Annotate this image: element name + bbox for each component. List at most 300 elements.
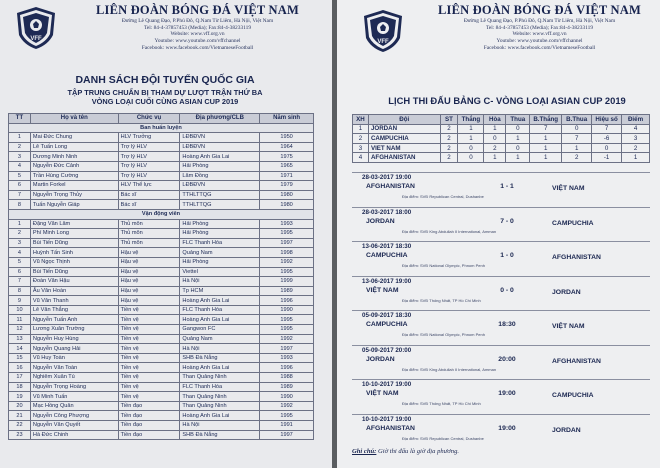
home-team: JORDAN (366, 217, 395, 225)
person-club: SHB Đà Nẵng (180, 430, 260, 440)
row-number: 19 (9, 392, 31, 402)
match-score: 18:30 (498, 321, 516, 328)
squad-row (9, 229, 314, 239)
squad-row (9, 392, 314, 402)
person-name: Nguyễn Huy Hùng (30, 334, 118, 344)
standings-table (352, 114, 650, 163)
match-venue: Địa điểm: SVĐ Republican Central, Dushanbe (402, 194, 484, 199)
birth-year: 1975 (260, 152, 314, 162)
away-team: CAMPUCHIA (552, 392, 594, 399)
match-item (352, 414, 650, 444)
note-text: Giờ thi đấu là giờ địa phương. (378, 448, 460, 455)
away-team: AFGHANISTAN (552, 254, 601, 261)
standings-header-row (353, 115, 650, 125)
squad-row (9, 411, 314, 421)
standings-cell: 1 (484, 124, 506, 134)
standings-cell: 3 (622, 134, 650, 144)
standings-cell: 2 (440, 143, 458, 153)
match-score: 1 - 1 (500, 183, 514, 190)
person-name: Mai Đức Chung (30, 133, 118, 143)
match-item (352, 345, 650, 375)
section-row (9, 123, 314, 133)
person-name: Đoàn Văn Hậu (30, 277, 118, 287)
person-role: Tiền đạo (118, 430, 180, 440)
squad-row (9, 363, 314, 373)
row-number: 18 (9, 382, 31, 392)
squad-row (9, 353, 314, 363)
person-club: Hà Nội (180, 344, 260, 354)
person-role: Trợ lý HLV (118, 161, 180, 171)
squad-subtitle-1: TẬP TRUNG CHUẨN BỊ THAM DỰ LƯỢT TRẬN THỨ BA (67, 88, 263, 97)
squad-row (9, 296, 314, 306)
squad-row (9, 421, 314, 431)
col-tt: TT (9, 114, 31, 124)
standings-cell: 1 (506, 134, 530, 144)
person-club: Hoàng Anh Gia Lai (180, 363, 260, 373)
section-label: Vận động viên (9, 209, 314, 219)
person-role: Trợ lý HLV (118, 152, 180, 162)
match-venue: Địa điểm: SVĐ National Olympic, Phnom Penh (402, 332, 485, 337)
squad-row (9, 133, 314, 143)
person-club: LĐBĐVN (180, 133, 260, 143)
person-name: Lê Tuấn Long (30, 142, 118, 152)
person-role: Tiền vệ (118, 363, 180, 373)
row-number: 20 (9, 401, 31, 411)
squad-row (9, 152, 314, 162)
match-datetime: 05-09-2017 20:00 (362, 346, 412, 354)
birth-year: 1971 (260, 171, 314, 181)
person-role: Tiền vệ (118, 334, 180, 344)
person-name: Nguyễn Trọng Hoàng (30, 382, 118, 392)
person-role: Tiền vệ (118, 392, 180, 402)
birth-year: 1996 (260, 296, 314, 306)
standings-col-header: XH (353, 115, 369, 125)
home-team: CAMPUCHIA (366, 252, 408, 259)
person-name: Nguyễn Văn Toàn (30, 363, 118, 373)
team-name: VIET NAM (368, 143, 440, 153)
squad-row (9, 238, 314, 248)
row-number: 17 (9, 373, 31, 383)
row-number: 1 (9, 133, 31, 143)
birth-year: 1992 (260, 334, 314, 344)
person-club: Viettel (180, 267, 260, 277)
row-number: 7 (9, 190, 31, 200)
match-score: 7 - 0 (500, 217, 514, 225)
match-venue: Địa điểm: SVĐ King Abdullah II International, Amman (402, 366, 497, 372)
row-number: 5 (9, 171, 31, 181)
person-club: Than Quảng Ninh (180, 373, 260, 383)
person-name: Martin Forkel (30, 181, 118, 191)
row-number: 6 (9, 181, 31, 191)
home-team: VIỆT NAM (366, 286, 399, 294)
match-item (352, 379, 650, 409)
standings-cell: 1 (622, 153, 650, 163)
org-name: LIÊN ĐOÀN BÓNG ĐÁ VIỆT NAM (95, 3, 300, 17)
standings-cell: 7 (592, 124, 622, 134)
away-team: JORDAN (552, 426, 581, 434)
match-item (352, 241, 650, 271)
birth-year: 1950 (260, 133, 314, 143)
person-role: Hậu vệ (118, 267, 180, 277)
person-role: Tiền vệ (118, 373, 180, 383)
standings-cell: 1 (506, 153, 530, 163)
person-club: Than Quảng Ninh (180, 401, 260, 411)
person-role: Tiền vệ (118, 353, 180, 363)
letterhead (95, 3, 300, 51)
standings-cell: 1 (562, 143, 592, 153)
section-row (9, 209, 314, 219)
match-datetime: 28-03-2017 19:00 (362, 174, 412, 181)
squad-row (9, 401, 314, 411)
birth-year: 1990 (260, 392, 314, 402)
letterhead (432, 3, 647, 51)
standings-cell: 0 (484, 134, 506, 144)
person-club: Hoàng Anh Gia Lai (180, 411, 260, 421)
row-number: 7 (9, 277, 31, 287)
birth-year: 1999 (260, 277, 314, 287)
birth-year: 1989 (260, 382, 314, 392)
standings-cell: 0 (562, 124, 592, 134)
squad-row (9, 344, 314, 354)
person-name: Trần Hùng Cường (30, 171, 118, 181)
org-name: LIÊN ĐOÀN BÓNG ĐÁ VIỆT NAM (437, 3, 642, 17)
person-role: HLV Thể lực (118, 181, 180, 191)
birth-year: 1997 (260, 344, 314, 354)
row-number: 11 (9, 315, 31, 325)
person-club: Than Quảng Ninh (180, 392, 260, 402)
row-number: 14 (9, 344, 31, 354)
squad-header-row (9, 114, 314, 124)
birth-year: 1965 (260, 161, 314, 171)
match-item (352, 172, 650, 202)
person-role: Tiền đạo (118, 421, 180, 431)
standings-col-header: B.Thắng (530, 115, 562, 125)
person-role: Thủ môn (118, 219, 180, 229)
squad-row (9, 373, 314, 383)
match-score: 19:00 (498, 390, 516, 397)
standings-col-header: Hiệu số (592, 115, 622, 125)
squad-row (9, 334, 314, 344)
birth-year: 1979 (260, 181, 314, 191)
home-team: AFGHANISTAN (366, 424, 415, 432)
standings-cell: 0 (506, 143, 530, 153)
row-number: 2 (9, 229, 31, 239)
standings-cell: 2 (440, 124, 458, 134)
standings-cell: 0 (506, 124, 530, 134)
person-club: Hà Nội (180, 277, 260, 287)
standings-cell: 1 (353, 124, 369, 134)
squad-row (9, 171, 314, 181)
col-year: Năm sinh (260, 114, 314, 124)
home-team: JORDAN (366, 355, 395, 363)
standings-cell: 1 (458, 134, 484, 144)
standings-cell: 0 (592, 143, 622, 153)
standings-cell: -1 (592, 153, 622, 163)
person-role: Hậu vệ (118, 257, 180, 267)
org-website: Website: www.vff.org.vn (170, 31, 225, 38)
person-name: Nguyễn Công Phượng (30, 411, 118, 421)
standings-cell: 3 (353, 143, 369, 153)
person-club: Hải Phòng (180, 219, 260, 229)
standings-col-header: B.Thua (562, 115, 592, 125)
person-club: TTHLTTQG (180, 200, 260, 210)
person-club: Hoàng Anh Gia Lai (180, 315, 260, 325)
person-role: Trợ lý HLV (118, 142, 180, 152)
standings-cell: 7 (562, 134, 592, 144)
person-name: Nguyễn Trọng Thủy (30, 190, 118, 200)
squad-row (9, 305, 314, 315)
svg-text:VFF: VFF (30, 36, 42, 42)
row-number: 15 (9, 353, 31, 363)
standings-cell: -6 (592, 134, 622, 144)
birth-year: 1995 (260, 267, 314, 277)
standings-col-header: Thắng (458, 115, 484, 125)
squad-row (9, 190, 314, 200)
person-club: Hải Phòng (180, 161, 260, 171)
org-contact: Tel: 84-4-37857453 (Media); Fax:84-4-38233119 (485, 24, 594, 31)
org-facebook: Facebook: www.facebook.com/VietnameseFootball (483, 44, 596, 51)
birth-year: 1998 (260, 248, 314, 258)
person-name: Vũ Minh Tuấn (30, 392, 118, 402)
birth-year: 1997 (260, 430, 314, 440)
row-number: 12 (9, 325, 31, 335)
person-name: Vũ Huy Toàn (30, 353, 118, 363)
standings-row (353, 143, 650, 153)
person-club: Lâm Đồng (180, 171, 260, 181)
person-club: Tp HCM (180, 286, 260, 296)
person-role: Bác sĩ (118, 200, 180, 210)
squad-row (9, 181, 314, 191)
match-item (352, 276, 650, 306)
squad-row (9, 430, 314, 440)
team-name: JORDAN (368, 124, 440, 134)
row-number: 6 (9, 267, 31, 277)
birth-year: 1995 (260, 315, 314, 325)
row-number: 4 (9, 161, 31, 171)
person-club: FLC Thanh Hóa (180, 382, 260, 392)
away-team: AFGHANISTAN (552, 357, 601, 365)
match-datetime: 13-06-2017 19:00 (362, 277, 412, 285)
person-role: Hậu vệ (118, 296, 180, 306)
standings-cell: 1 (530, 134, 562, 144)
vff-logo (361, 8, 405, 54)
match-datetime: 10-10-2017 19:00 (362, 381, 412, 388)
org-youtube: Youtube: www.youtube.com/vffchannel (496, 38, 583, 45)
person-role: Tiền đạo (118, 401, 180, 411)
row-number: 10 (9, 305, 31, 315)
person-club: LĐBĐVN (180, 142, 260, 152)
row-number: 23 (9, 430, 31, 440)
person-name: Lương Xuân Trường (30, 325, 118, 335)
squad-row (9, 161, 314, 171)
standings-col-header: Hòa (484, 115, 506, 125)
match-datetime: 05-09-2017 18:30 (362, 312, 412, 319)
person-name: Lê Văn Thắng (30, 305, 118, 315)
org-website: Website: www.vff.org.vn (512, 31, 567, 38)
birth-year: 1992 (260, 401, 314, 411)
person-name: Nguyễn Văn Quyết (30, 421, 118, 431)
org-address: Đường Lê Quang Đạo, P.Phú Đô, Q.Nam Từ Liêm, Hà Nội, Việt Nam (121, 18, 274, 25)
squad-row (9, 286, 314, 296)
schedule-note (352, 448, 459, 455)
birth-year: 1997 (260, 238, 314, 248)
squad-table (8, 113, 314, 440)
person-role: Hậu vệ (118, 277, 180, 287)
standings-cell: 4 (353, 153, 369, 163)
person-role: Hậu vệ (118, 248, 180, 258)
birth-year: 1996 (260, 363, 314, 373)
match-score: 0 - 0 (500, 286, 514, 294)
schedule-title: LỊCH THI ĐẤU BẢNG C- VÒNG LOẠI ASIAN CUP 2019 (388, 95, 626, 106)
standings-cell: 2 (622, 143, 650, 153)
birth-year: 1988 (260, 373, 314, 383)
standings-cell: 2 (440, 134, 458, 144)
row-number: 5 (9, 257, 31, 267)
person-club: Quảng Nam (180, 248, 260, 258)
person-name: Vũ Ngọc Thịnh (30, 257, 118, 267)
squad-row (9, 277, 314, 287)
row-number: 8 (9, 286, 31, 296)
person-club: Hải Phòng (180, 257, 260, 267)
person-role: Tiền vệ (118, 315, 180, 325)
person-club: Hoàng Anh Gia Lai (180, 152, 260, 162)
standings-row (353, 134, 650, 144)
standings-cell: 4 (622, 124, 650, 134)
row-number: 13 (9, 334, 31, 344)
person-role: HLV Trưởng (118, 133, 180, 143)
team-name: AFGHANISTAN (368, 153, 440, 163)
row-number: 4 (9, 248, 31, 258)
birth-year: 1980 (260, 200, 314, 210)
match-item (352, 207, 650, 237)
birth-year: 1964 (260, 142, 314, 152)
birth-year: 1991 (260, 421, 314, 431)
person-club: SHB Đà Nẵng (180, 353, 260, 363)
person-club: Hà Nội (180, 421, 260, 431)
standings-cell: 1 (530, 153, 562, 163)
person-name: Phí Minh Long (30, 229, 118, 239)
standings-cell: 2 (353, 134, 369, 144)
match-venue: Địa điểm: SVĐ Thống Nhất, TP Hồ Chí Minh (402, 401, 481, 406)
person-name: Bùi Tiến Dũng (30, 238, 118, 248)
squad-row (9, 248, 314, 258)
person-role: Thủ môn (118, 229, 180, 239)
row-number: 22 (9, 421, 31, 431)
standings-cell: 1 (458, 124, 484, 134)
standings-cell: 1 (484, 153, 506, 163)
birth-year: 1992 (260, 257, 314, 267)
col-club: Địa phương/CLB (180, 114, 260, 124)
person-club: TTHLTTQG (180, 190, 260, 200)
match-venue: Địa điểm: SVĐ Thống Nhất, TP Hồ Chí Minh (402, 297, 481, 303)
match-score: 20:00 (498, 355, 516, 363)
person-name: Dương Minh Ninh (30, 152, 118, 162)
person-name: Nguyễn Đức Cảnh (30, 161, 118, 171)
row-number: 1 (9, 219, 31, 229)
standings-row (353, 124, 650, 134)
person-club: Hải Phòng (180, 229, 260, 239)
standings-row (353, 153, 650, 163)
person-role: Tiền vệ (118, 305, 180, 315)
squad-row (9, 257, 314, 267)
person-role: Bác sĩ (118, 190, 180, 200)
svg-text:VFF: VFF (377, 39, 389, 45)
person-name: Nguyễn Quang Hải (30, 344, 118, 354)
standings-col-header: Thua (506, 115, 530, 125)
person-name: Nghiêm Xuân Tú (30, 373, 118, 383)
schedule-sheet (337, 0, 660, 468)
col-name: Họ và tên (30, 114, 118, 124)
org-facebook: Facebook: www.facebook.com/VietnameseFootball (141, 44, 254, 51)
home-team: CAMPUCHIA (366, 321, 408, 328)
standings-col-header: Đội (368, 115, 440, 125)
org-address: Đường Lê Quang Đạo, P.Phú Đô, Q.Nam Từ Liêm, Hà Nội, Việt Nam (463, 18, 616, 25)
squad-row (9, 325, 314, 335)
person-role: Tiền vệ (118, 325, 180, 335)
match-datetime: 13-06-2017 18:30 (362, 243, 412, 250)
team-name: CAMPUCHIA (368, 134, 440, 144)
match-datetime: 10-10-2017 19:00 (362, 415, 412, 423)
away-team: CAMPUCHIA (552, 219, 594, 227)
squad-row (9, 142, 314, 152)
row-number: 2 (9, 142, 31, 152)
away-team: JORDAN (552, 288, 581, 296)
standings-col-header: ST (440, 115, 458, 125)
squad-row (9, 200, 314, 210)
person-name: Vũ Văn Thanh (30, 296, 118, 306)
person-role: Tiền vệ (118, 382, 180, 392)
person-club: FLC Thanh Hóa (180, 305, 260, 315)
vff-logo (14, 5, 58, 51)
person-name: Mạc Hồng Quân (30, 401, 118, 411)
squad-row (9, 267, 314, 277)
section-label: Ban huấn luyện (9, 123, 314, 133)
match-venue: Địa điểm: SVĐ National Olympic, Phnom Penh (402, 263, 485, 268)
birth-year: 1995 (260, 229, 314, 239)
person-name: Bùi Tiến Dũng (30, 267, 118, 277)
match-venue: Địa điểm: SVĐ King Abdullah II International, Amman (402, 228, 497, 234)
person-role: Hậu vệ (118, 286, 180, 296)
home-team: VIỆT NAM (366, 390, 399, 397)
standings-cell: 0 (458, 143, 484, 153)
person-name: Nguyễn Tuấn Anh (30, 315, 118, 325)
person-club: FLC Thanh Hóa (180, 238, 260, 248)
squad-row (9, 219, 314, 229)
match-score: 1 - 0 (500, 252, 514, 259)
birth-year: 1995 (260, 411, 314, 421)
birth-year: 1995 (260, 325, 314, 335)
person-club: Hoàng Anh Gia Lai (180, 296, 260, 306)
away-team: VIỆT NAM (552, 323, 585, 330)
person-club: Gangwon FC (180, 325, 260, 335)
person-name: Huỳnh Tấn Sinh (30, 248, 118, 258)
match-item (352, 310, 650, 340)
col-role: Chức vụ (118, 114, 180, 124)
row-number: 9 (9, 296, 31, 306)
standings-cell: 7 (530, 124, 562, 134)
org-contact: Tel: 84-4-37857453 (Media); Fax:84-4-38233119 (143, 24, 252, 31)
person-role: Thủ môn (118, 238, 180, 248)
note-label: Ghi chú: (352, 448, 377, 455)
person-role: Tiền đạo (118, 411, 180, 421)
person-name: Đặng Văn Lâm (30, 219, 118, 229)
row-number: 21 (9, 411, 31, 421)
row-number: 16 (9, 363, 31, 373)
birth-year: 1993 (260, 219, 314, 229)
squad-row (9, 315, 314, 325)
home-team: AFGHANISTAN (366, 183, 415, 190)
org-youtube: Youtube: www.youtube.com/vffchannel (154, 38, 241, 45)
